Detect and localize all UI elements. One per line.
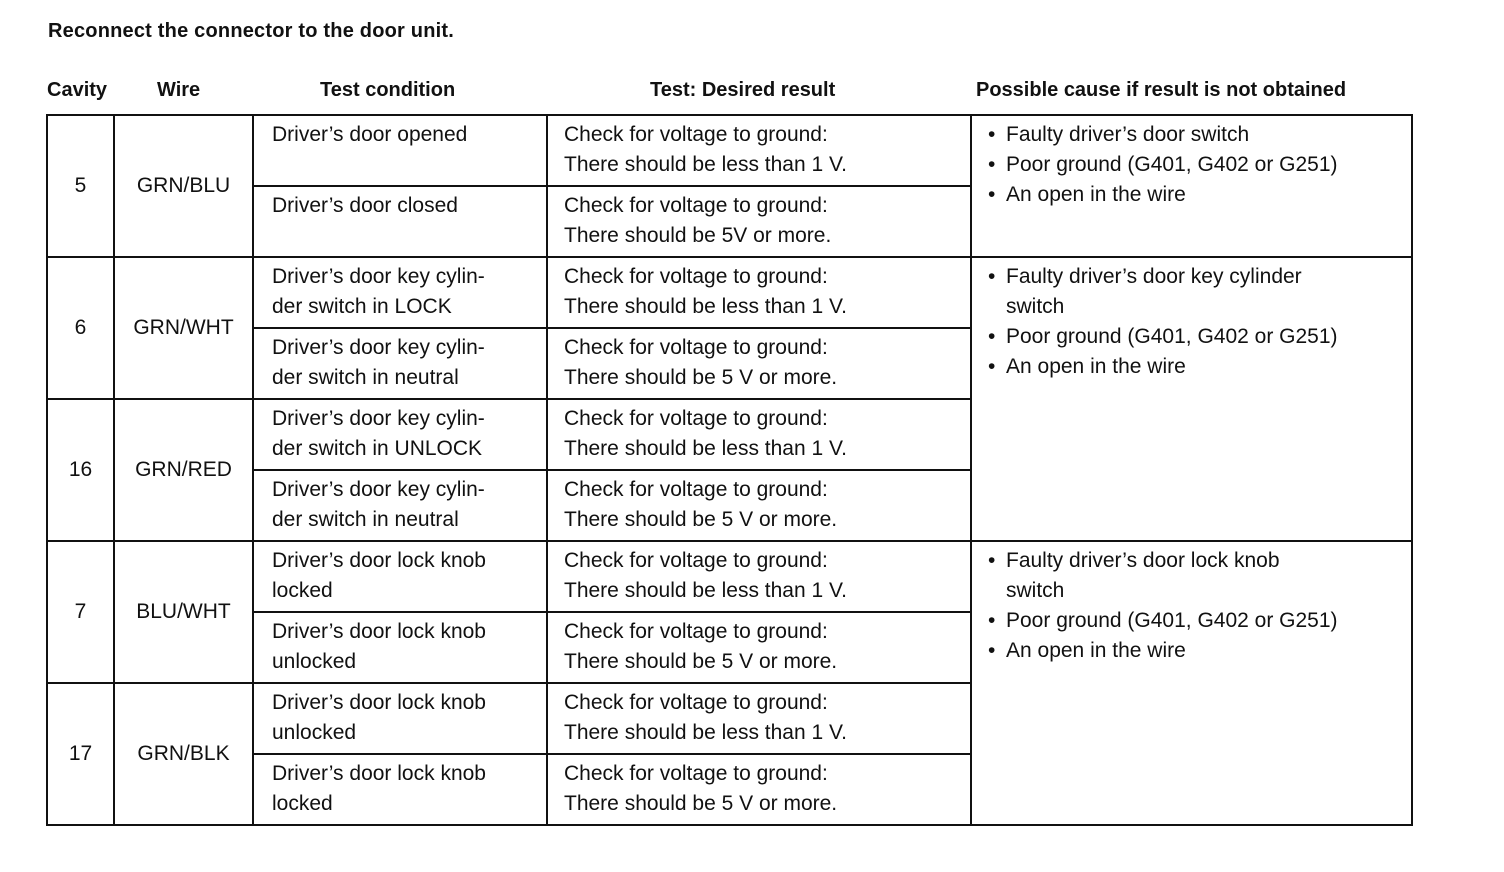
test-condition-line: locked <box>272 792 333 815</box>
desired-result-line: Check for voltage to ground: <box>564 762 828 785</box>
desired-result-line: Check for voltage to ground: <box>564 265 828 288</box>
cause-item: • Faulty driver’s door lock knob switch <box>986 546 1405 606</box>
test-condition-line: Driver’s door opened <box>272 123 468 146</box>
cause-item: • Faulty driver’s door switch <box>986 120 1405 150</box>
desired-result-cell <box>547 186 971 257</box>
test-condition-cell <box>253 115 547 186</box>
cause-list <box>986 120 1405 210</box>
possible-cause-cell <box>971 257 1412 541</box>
desired-result-line: There should be 5 V or more. <box>564 366 838 389</box>
possible-cause-cell <box>971 115 1412 257</box>
possible-cause-cell <box>971 541 1412 825</box>
column-header-wire: Wire <box>157 79 201 101</box>
cavity-number: 7 <box>47 541 114 683</box>
cause-item: • An open in the wire <box>986 352 1405 382</box>
test-condition-cell <box>253 612 547 683</box>
cavity-number: 5 <box>47 115 114 257</box>
instruction-text: Reconnect the connector to the door unit. <box>48 20 454 42</box>
test-condition-line: Driver’s door lock knob <box>272 762 486 785</box>
cause-item: • Poor ground (G401, G402 or G251) <box>986 606 1405 636</box>
desired-result-line: There should be 5 V or more. <box>564 508 838 531</box>
desired-result-cell <box>547 541 971 612</box>
desired-result-line: Check for voltage to ground: <box>564 123 828 146</box>
column-header-cavity: Cavity <box>47 79 108 101</box>
table-row <box>47 115 1412 186</box>
wire-color: GRN/WHT <box>114 257 253 399</box>
desired-result-cell <box>547 257 971 328</box>
desired-result-line: There should be 5V or more. <box>564 224 832 247</box>
desired-result-cell <box>547 754 971 825</box>
cause-item: • An open in the wire <box>986 636 1405 666</box>
test-condition-line: Driver’s door key cylin- <box>272 265 485 288</box>
desired-result-line: There should be less than 1 V. <box>564 153 847 176</box>
cause-list <box>986 546 1405 666</box>
test-condition-cell <box>253 186 547 257</box>
test-condition-cell <box>253 754 547 825</box>
wire-color: BLU/WHT <box>114 541 253 683</box>
test-condition-line: der switch in LOCK <box>272 295 452 318</box>
desired-result-line: There should be less than 1 V. <box>564 721 847 744</box>
wire-color: GRN/BLU <box>114 115 253 257</box>
test-condition-line: der switch in UNLOCK <box>272 437 483 460</box>
test-condition-cell <box>253 257 547 328</box>
desired-result-cell <box>547 115 971 186</box>
test-condition-line: unlocked <box>272 650 357 673</box>
desired-result-line: There should be 5 V or more. <box>564 792 838 815</box>
test-condition-line: der switch in neutral <box>272 508 459 531</box>
desired-result-line: There should be less than 1 V. <box>564 437 847 460</box>
table-row <box>47 541 1412 612</box>
test-condition-cell <box>253 541 547 612</box>
column-header-possible-cause: Possible cause if result is not obtained <box>976 79 1347 101</box>
cause-item: • Poor ground (G401, G402 or G251) <box>986 150 1405 180</box>
wire-color: GRN/RED <box>114 399 253 541</box>
desired-result-line: Check for voltage to ground: <box>564 336 828 359</box>
test-condition-line: der switch in neutral <box>272 366 459 389</box>
desired-result-cell <box>547 399 971 470</box>
cavity-number: 17 <box>47 683 114 825</box>
test-condition-cell <box>253 399 547 470</box>
desired-result-line: Check for voltage to ground: <box>564 691 828 714</box>
test-condition-line: Driver’s door lock knob <box>272 549 486 572</box>
desired-result-line: Check for voltage to ground: <box>564 194 828 217</box>
desired-result-cell <box>547 470 971 541</box>
cause-item: • Poor ground (G401, G402 or G251) <box>986 322 1405 352</box>
desired-result-line: Check for voltage to ground: <box>564 549 828 572</box>
cavity-number: 16 <box>47 399 114 541</box>
desired-result-line: There should be less than 1 V. <box>564 579 847 602</box>
desired-result-cell <box>547 683 971 754</box>
test-condition-line: Driver’s door lock knob <box>272 620 486 643</box>
desired-result-cell <box>547 612 971 683</box>
test-condition-line: unlocked <box>272 721 357 744</box>
test-condition-line: Driver’s door lock knob <box>272 691 486 714</box>
test-condition-line: Driver’s door key cylin- <box>272 336 485 359</box>
test-condition-line: Driver’s door key cylin- <box>272 407 485 430</box>
test-condition-cell <box>253 683 547 754</box>
cavity-number: 6 <box>47 257 114 399</box>
diagnostic-table-body <box>47 115 1412 825</box>
test-condition-line: Driver’s door closed <box>272 194 458 217</box>
cause-list <box>986 262 1405 382</box>
cause-item: • An open in the wire <box>986 180 1405 210</box>
test-condition-cell <box>253 470 547 541</box>
test-condition-cell <box>253 328 547 399</box>
table-row <box>47 257 1412 328</box>
column-header-desired-result: Test: Desired result <box>650 79 836 101</box>
wire-color: GRN/BLK <box>114 683 253 825</box>
test-condition-line: locked <box>272 579 333 602</box>
desired-result-cell <box>547 328 971 399</box>
column-header-test-condition: Test condition <box>320 79 456 101</box>
desired-result-line: Check for voltage to ground: <box>564 478 828 501</box>
desired-result-line: There should be less than 1 V. <box>564 295 847 318</box>
desired-result-line: Check for voltage to ground: <box>564 407 828 430</box>
test-condition-line: Driver’s door key cylin- <box>272 478 485 501</box>
desired-result-line: Check for voltage to ground: <box>564 620 828 643</box>
cause-item: • Faulty driver’s door key cylinder switch <box>986 262 1405 322</box>
diagnostic-table <box>46 114 1413 826</box>
desired-result-line: There should be 5 V or more. <box>564 650 838 673</box>
